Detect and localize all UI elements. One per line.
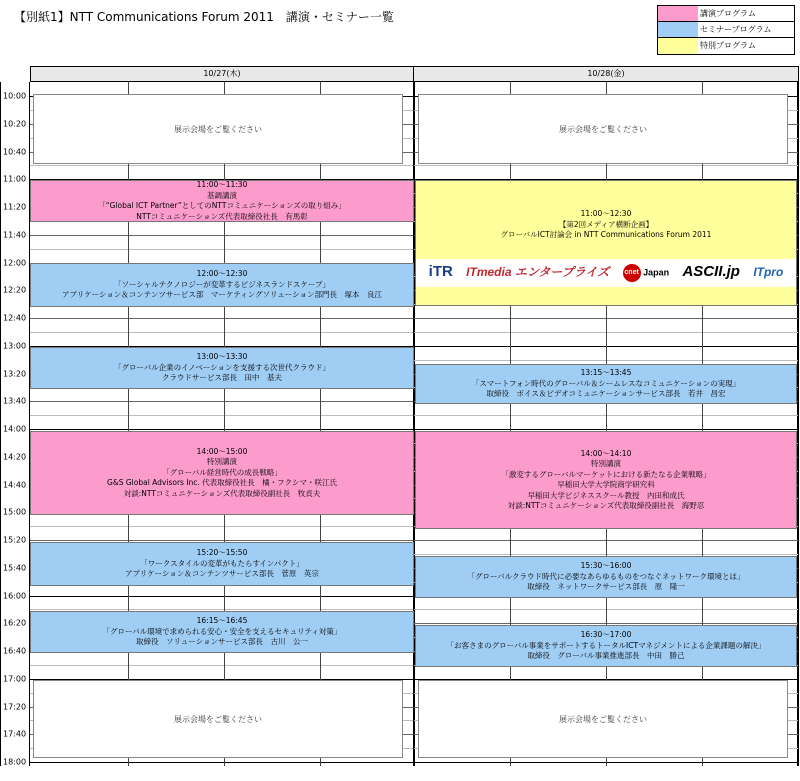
- exhibit-block-day1-evening: 展示会場をご覧ください: [33, 680, 403, 758]
- itpro-logo: ITpro: [753, 265, 784, 280]
- event-day2-special[interactable]: [415, 431, 797, 529]
- event-title: 「“Global ICT Partner”としてのNTTコミュニケーションズの取り組み」: [98, 201, 346, 210]
- time-label: 16:40: [3, 646, 27, 656]
- time-label: 11:00: [3, 174, 27, 184]
- legend-seminar: [658, 22, 794, 38]
- event-day2-media-panel[interactable]: [415, 180, 797, 306]
- legend-keynote: [658, 6, 794, 22]
- time-label: 17:20: [3, 702, 27, 711]
- media-logos: [416, 259, 796, 287]
- event-speaker: NTTコミュニケーションズ代表取締役社長 有馬彰: [136, 211, 308, 221]
- event-kind: 特別講演: [591, 459, 621, 468]
- event-kind: 基調講演: [207, 190, 237, 200]
- grid-hline: [30, 762, 413, 763]
- time-label: 17:00: [3, 674, 27, 684]
- time-label: 12:40: [3, 313, 27, 323]
- event-speaker: クラウドサービス部長 田中 基夫: [162, 373, 282, 383]
- grid-hline: [30, 540, 413, 541]
- time-label: 12:00: [3, 258, 27, 267]
- event-day2-seminar-3[interactable]: [415, 625, 797, 667]
- event-time: 12:00～12:30: [196, 269, 248, 279]
- event-title: 「激変するグローバルマーケットにおける新たなる企業戦略」: [501, 469, 711, 479]
- legend-swatch-special: [658, 38, 698, 54]
- time-label: 13:00: [3, 341, 27, 351]
- event-kind: 【第2回メディア横断企画】: [558, 219, 654, 229]
- event-speaker: 対談:NTTコミュニケーションズ代表取締役副社長 海野忍: [507, 501, 705, 510]
- itr-logo: iTR: [428, 263, 453, 281]
- grid-subline: [30, 665, 413, 666]
- event-speaker: G&S Global Advisors Inc. 代表取締役社長 橘・フクシマ・咲江氏: [107, 478, 337, 488]
- event-speaker: 取締役 グローバル事業推進部長 中田 勝己: [527, 651, 685, 661]
- time-label: 14:40: [3, 480, 27, 489]
- grid-hline: [30, 596, 413, 597]
- time-label: 11:40: [3, 230, 27, 240]
- event-day1-special[interactable]: [30, 431, 414, 515]
- event-title: 「ソーシャルテクノロジーが変革するビジネスランドスケープ」: [113, 279, 331, 289]
- event-title: 「グローバル企業のイノベーションを支援する次世代クラウド」: [113, 362, 331, 372]
- legend-label-keynote: 講演プログラム: [700, 9, 756, 18]
- event-title: 「お客さまのグローバル事業をサポートするトータルICTマネジメントによる企業課題の解決」: [446, 640, 766, 650]
- time-label: 11:20: [3, 202, 27, 212]
- event-day1-keynote[interactable]: [30, 180, 414, 222]
- event-time: 16:30～17:00: [580, 630, 632, 640]
- grid-subline: [30, 165, 413, 166]
- event-kind: 特別講演: [207, 457, 237, 467]
- event-time: 16:15～16:45: [196, 616, 248, 626]
- time-label: 12:20: [3, 285, 27, 295]
- event-time: 14:00～14:10: [580, 448, 632, 458]
- legend-special: [658, 38, 794, 54]
- page-title: 【別紙1】NTT Communications Forum 2011 講演・セミナー一覧: [14, 10, 394, 24]
- time-label: 16:00: [3, 591, 27, 600]
- time-label: 17:40: [3, 729, 27, 739]
- schedule-grid: [0, 66, 800, 766]
- event-speaker: 早稲田大学ビジネススクール教授 内田和成氏: [527, 490, 685, 500]
- time-label: 16:20: [3, 618, 27, 628]
- time-label: 14:20: [3, 452, 27, 462]
- event-speaker: アプリケーション＆コンテンツサービス部長 菅原 英宗: [125, 569, 319, 579]
- time-label: 10:40: [3, 147, 27, 156]
- day-header-2: 10/28(金): [413, 66, 799, 82]
- legend-label-special: 特別プログラム: [700, 41, 756, 50]
- grid-right-edge: [797, 82, 799, 766]
- event-speaker: 取締役 ネットワークサービス部長 原 隆一: [527, 582, 685, 592]
- event-title: 「グローバル経営時代の成長戦略」: [162, 467, 282, 477]
- time-label: 15:00: [3, 507, 27, 517]
- time-column: [0, 82, 30, 766]
- day-header-1: 10/27(木): [30, 66, 414, 82]
- itmedia-enterprise-logo: ITmedia エンタープライズ: [466, 265, 610, 280]
- event-title: グローバルICT討論会 in NTT Communications Forum 2011: [500, 230, 712, 239]
- event-day1-seminar-1[interactable]: [30, 263, 414, 307]
- event-time: 15:30～16:00: [580, 561, 632, 571]
- cnet-logo-japan: Japan: [643, 266, 670, 277]
- cnet-logo-mark: cnet: [623, 264, 641, 282]
- grid-hline: [30, 318, 413, 319]
- event-speaker: 取締役 ソリューションサービス部長 古川 公一: [136, 637, 308, 647]
- grid-subline: [30, 249, 413, 250]
- event-time: 11:00～11:30: [196, 180, 248, 189]
- grid-subline: [30, 526, 413, 527]
- time-label: 15:20: [3, 535, 27, 545]
- event-day1-seminar-3[interactable]: [30, 542, 414, 586]
- event-day2-seminar-1[interactable]: [415, 364, 797, 404]
- grid-subline: [30, 415, 413, 416]
- legend-swatch-keynote: [658, 6, 698, 21]
- event-time: 11:00～12:30: [580, 209, 632, 218]
- event-title: 「グローバル環境で求められる安心・安全を支えるセキュリティ対策」: [102, 626, 342, 636]
- time-label: 15:40: [3, 563, 27, 573]
- grid-subline: [30, 332, 413, 333]
- event-day1-seminar-4[interactable]: [30, 611, 414, 653]
- time-label: 10:20: [3, 119, 27, 129]
- time-label: 13:20: [3, 369, 27, 378]
- cnet-japan-logo: [623, 264, 670, 282]
- legend-swatch-seminar: [658, 22, 698, 37]
- legend-label-seminar: セミナープログラム: [700, 25, 772, 34]
- time-label: 18:00: [3, 757, 27, 767]
- exhibit-block-day2-morning: 展示会場をご覧ください: [418, 94, 788, 164]
- grid-hline: [30, 429, 413, 430]
- time-label: 14:00: [3, 424, 27, 434]
- event-time: 13:00～13:30: [196, 352, 248, 362]
- grid-hline: [30, 235, 413, 236]
- ascii-jp-logo: ASCII.jp: [682, 263, 740, 281]
- exhibit-block-day2-evening: 展示会場をご覧ください: [418, 680, 788, 758]
- event-title: 「ワークスタイルの変革がもたらすインパクト」: [140, 558, 304, 568]
- event-day1-seminar-2[interactable]: [30, 347, 414, 389]
- event-speaker: アプリケーション＆コンテンツサービス部 マーケティングソリューション部門長 塚本 良江: [62, 290, 382, 300]
- event-speaker: 対談:NTTコミュニケーションズ代表取締役副社長 牧貞夫: [123, 488, 321, 498]
- time-label: 10:00: [3, 91, 27, 101]
- event-time: 15:20～15:50: [196, 548, 248, 558]
- event-time: 14:00～15:00: [196, 446, 248, 456]
- event-day2-seminar-2[interactable]: [415, 556, 797, 598]
- event-time: 13:15～13:45: [580, 368, 632, 378]
- event-speaker: 早稲田大学大学院商学研究科: [557, 480, 655, 489]
- grid-hline: [30, 401, 413, 402]
- legend: [657, 5, 795, 55]
- event-title: 「グローバルクラウド時代に必要なあらゆるものをつなぐネットワーク環境とは」: [467, 571, 745, 581]
- event-speaker: 取締役 ボイス＆ビデオコミュニケーションサービス部長 若井 昌宏: [486, 389, 726, 399]
- time-label: 13:40: [3, 396, 27, 406]
- event-title: 「スマートフォン時代のグローバル＆シームレスなコミュニケーションの実現」: [471, 378, 741, 388]
- exhibit-block-day1-morning: 展示会場をご覧ください: [33, 94, 403, 164]
